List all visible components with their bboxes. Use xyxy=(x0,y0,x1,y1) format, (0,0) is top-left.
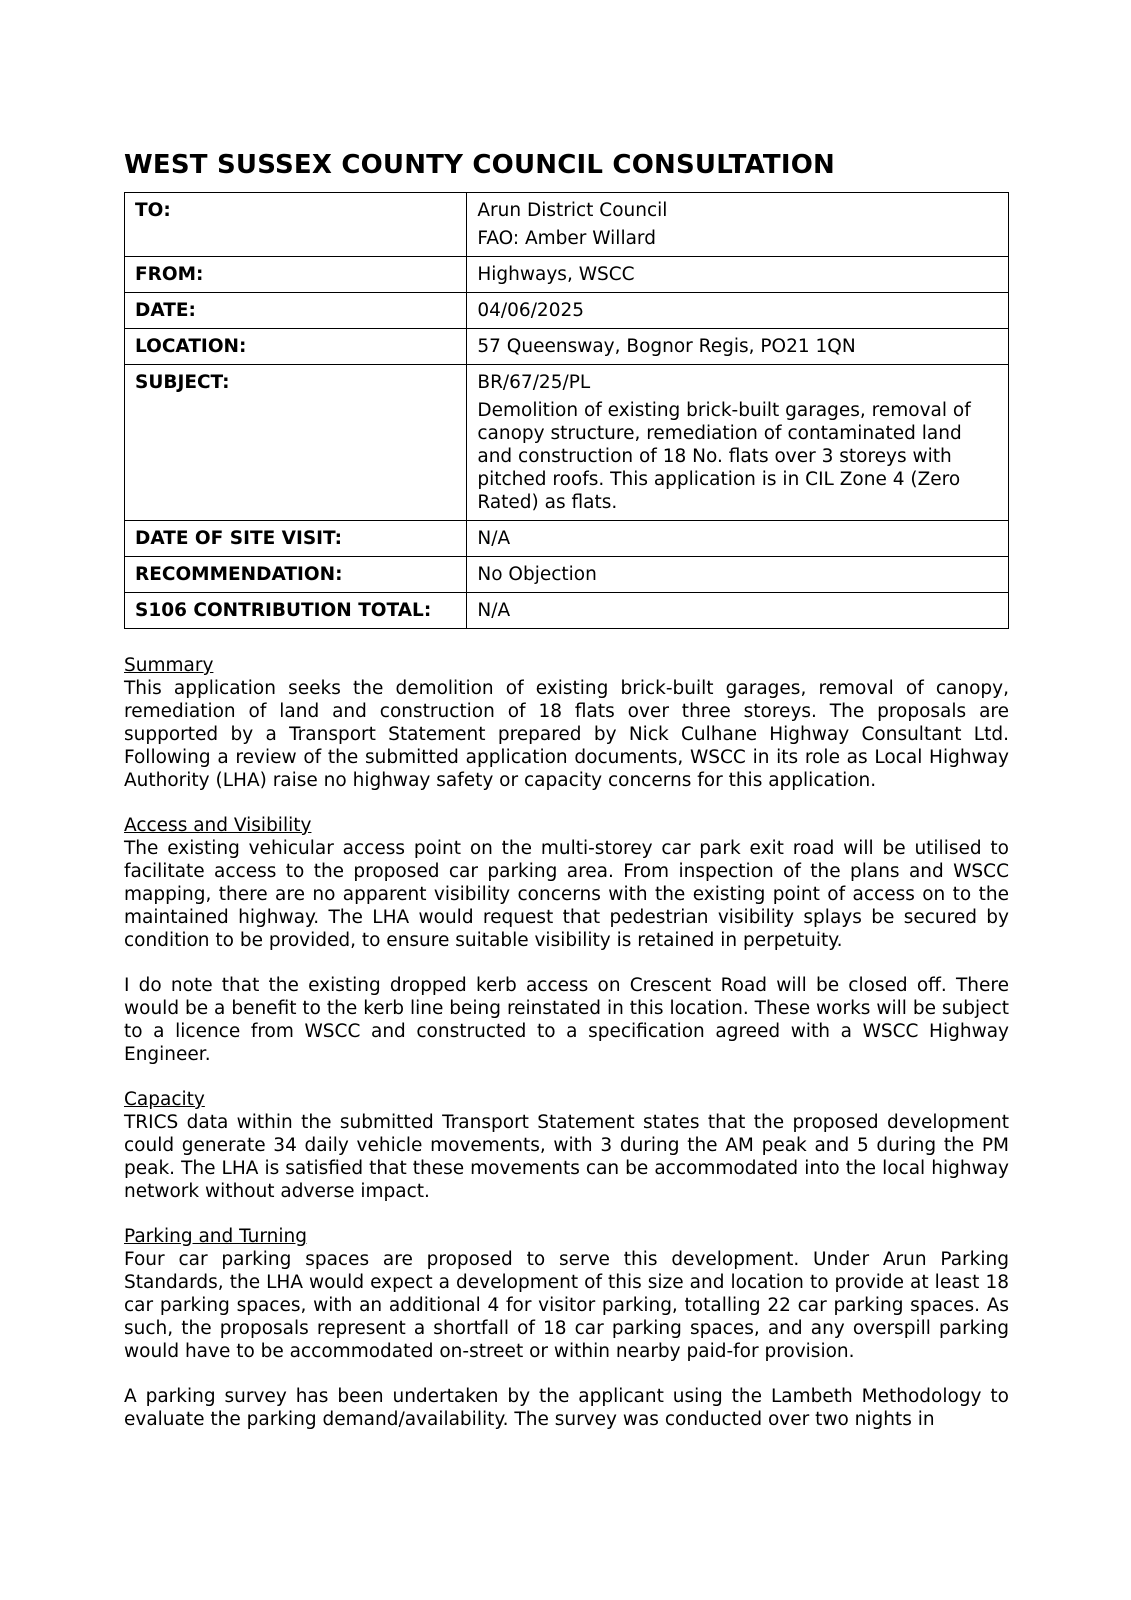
subject-description: Demolition of existing brick-built garages, removal of canopy structure, remediation of contaminated land and construction of 18 No. flats over 3 storeys with pitched roofs. This application is in CIL Zone 4 (Zero Rated) as flats. xyxy=(477,400,971,513)
access-paragraph: The existing vehicular access point on the multi-storey car park exit road will be utilised to facilitate access to the proposed car parking area. From inspection of the plans and WSCC mapping, there are no apparent visibility concerns with the existing point of access on to the maintained highway. The LHA would request that pedestrian visibility splays be secured by condition to be provided, to ensure suitable visibility is retained in perpetuity. xyxy=(124,838,1009,951)
dropped-kerb-paragraph: I do note that the existing dropped kerb access on Crescent Road will be closed off. There would be a benefit to the kerb line being reinstated in this location. These works will be subject to a licence from WSCC and constructed to a specification agreed with a WSCC Highway Engineer. xyxy=(124,975,1009,1065)
summary-paragraph: This application seeks the demolition of existing brick-built garages, removal of canopy, remediation of land and construction of 18 flats over three storeys. The proposals are supported by a Transport Statement prepared by Nick Culhane Highway Consultant Ltd. Following a review of the submitted application documents, WSCC in its role as Local Highway Authority (LHA) raise no highway safety or capacity concerns for this application. xyxy=(124,678,1009,791)
summary-heading: Summary xyxy=(124,655,214,676)
consultation-details-table xyxy=(124,192,1009,629)
location-label: LOCATION: xyxy=(125,329,467,365)
parking-paragraph: Four car parking spaces are proposed to serve this development. Under Arun Parking Standards, the LHA would expect a development of this size and location to provide at least 18 car parking spaces, with an additional 4 for visitor parking, totalling 22 car parking spaces. As such, the proposals represent a shortfall of 18 car parking spaces, and any overspill parking would have to be accommodated on-street or within nearby paid-for provision. xyxy=(124,1249,1009,1362)
parking-heading: Parking and Turning xyxy=(124,1226,307,1247)
recommendation-value: No Objection xyxy=(467,557,1009,593)
table-row-s106 xyxy=(125,593,1009,629)
to-label: TO: xyxy=(125,193,467,257)
s106-value: N/A xyxy=(467,593,1009,629)
table-row-site-visit xyxy=(125,521,1009,557)
from-value: Highways, WSCC xyxy=(467,257,1009,293)
table-row-to xyxy=(125,193,1009,257)
subject-label: SUBJECT: xyxy=(125,365,467,521)
recommendation-label: RECOMMENDATION: xyxy=(125,557,467,593)
table-row-date xyxy=(125,293,1009,329)
access-heading: Access and Visibility xyxy=(124,815,312,836)
site-visit-label: DATE OF SITE VISIT: xyxy=(125,521,467,557)
capacity-section xyxy=(124,1088,1009,1203)
location-value: 57 Queensway, Bognor Regis, PO21 1QN xyxy=(467,329,1009,365)
subject-reference: BR/67/25/PL xyxy=(477,372,591,393)
to-recipient: Arun District Council xyxy=(477,200,668,221)
dropped-kerb-section xyxy=(124,974,1009,1066)
date-label: DATE: xyxy=(125,293,467,329)
from-label: FROM: xyxy=(125,257,467,293)
parking-survey-section xyxy=(124,1385,1009,1431)
date-value: 04/06/2025 xyxy=(467,293,1009,329)
s106-label: S106 CONTRIBUTION TOTAL: xyxy=(125,593,467,629)
table-row-recommendation xyxy=(125,557,1009,593)
to-value xyxy=(467,193,1009,257)
table-row-location xyxy=(125,329,1009,365)
subject-value xyxy=(467,365,1009,521)
parking-section xyxy=(124,1225,1009,1363)
to-fao: FAO: Amber Willard xyxy=(477,228,656,249)
capacity-heading: Capacity xyxy=(124,1089,205,1110)
summary-section xyxy=(124,654,1009,792)
document-title: WEST SUSSEX COUNTY COUNCIL CONSULTATION xyxy=(124,150,835,180)
site-visit-value: N/A xyxy=(467,521,1009,557)
access-section xyxy=(124,814,1009,952)
table-row-from xyxy=(125,257,1009,293)
table-row-subject xyxy=(125,365,1009,521)
document-page xyxy=(124,148,1009,1431)
capacity-paragraph: TRICS data within the submitted Transport Statement states that the proposed development could generate 34 daily vehicle movements, with 3 during the AM peak and 5 during the PM peak. The LHA is satisfied that these movements can be accommodated into the local highway network without adverse impact. xyxy=(124,1112,1009,1202)
parking-survey-paragraph: A parking survey has been undertaken by the applicant using the Lambeth Methodology to evaluate the parking demand/availability. The survey was conducted over two nights in xyxy=(124,1386,1009,1430)
